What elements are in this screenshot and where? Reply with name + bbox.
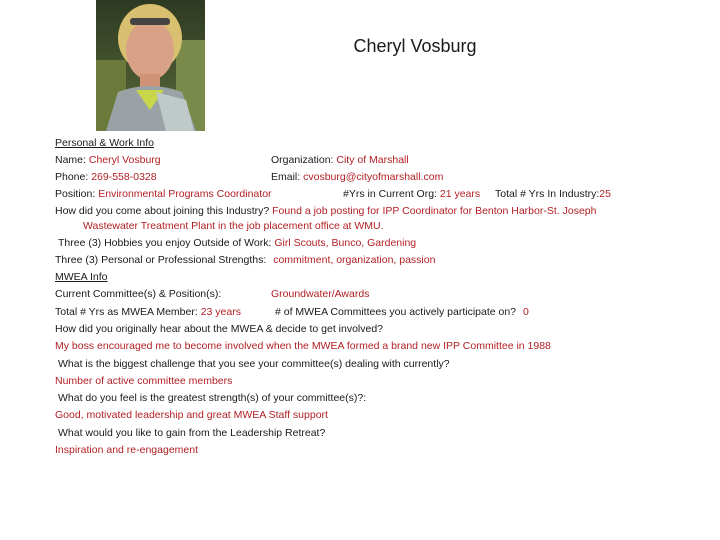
email-label: Email: bbox=[271, 171, 301, 183]
profile-photo bbox=[96, 0, 205, 131]
hobbies-row bbox=[58, 237, 416, 250]
person-name-title: Cheryl Vosburg bbox=[353, 36, 477, 56]
num-committees-value: 0 bbox=[522, 306, 529, 318]
challenge-question: What is the biggest challenge that you see your committee(s) dealing with currently? bbox=[58, 358, 450, 370]
hear-answer: My boss encouraged me to become involved when the MWEA formed a brand new IPP Committee in 1988 bbox=[55, 340, 551, 352]
member-years-label: Total # Yrs as MWEA Member: bbox=[55, 306, 198, 318]
position-value: Environmental Programs Coordinator bbox=[98, 188, 272, 200]
strengths-value: commitment, organization, passion bbox=[273, 254, 436, 266]
hobbies-label: Three (3) Hobbies you enjoy Outside of Work: bbox=[58, 237, 272, 249]
section-heading-mwea: MWEA Info bbox=[55, 271, 108, 283]
years-industry-label: Total # Yrs In Industry: bbox=[495, 188, 600, 200]
gain-question: What would you like to gain from the Leadership Retreat? bbox=[58, 427, 326, 439]
committee-label: Current Committee(s) & Position(s): bbox=[55, 288, 222, 300]
phone-row bbox=[55, 171, 157, 184]
strength-question: What do you feel is the greatest strength(s) of your committee(s)?: bbox=[58, 392, 367, 404]
years-org-label: #Yrs in Current Org: bbox=[343, 188, 437, 200]
strength-answer: Good, motivated leadership and great MWEA Staff support bbox=[55, 409, 328, 421]
num-committees-row bbox=[275, 306, 529, 319]
member-years-row bbox=[55, 306, 241, 319]
joining-question: How did you come about joining this Industry? bbox=[55, 205, 270, 217]
challenge-answer: Number of active committee members bbox=[55, 375, 233, 387]
joining-answer-line1: Found a job posting for IPP Coordinator for Benton Harbor-St. Joseph bbox=[272, 205, 597, 217]
position-label: Position: bbox=[55, 188, 96, 200]
hobbies-value: Girl Scouts, Bunco, Gardening bbox=[274, 237, 417, 249]
committee-value: Groundwater/Awards bbox=[271, 288, 370, 300]
years-org-value: 21 years bbox=[439, 188, 481, 200]
joining-answer-line2: Wastewater Treatment Plant in the job placement office at WMU. bbox=[83, 220, 384, 232]
joining-row bbox=[55, 205, 596, 218]
organization-row bbox=[271, 154, 409, 167]
strengths-row bbox=[55, 254, 435, 267]
organization-label: Organization: bbox=[271, 154, 334, 166]
years-industry-value: 25 bbox=[599, 188, 611, 200]
email-row bbox=[271, 171, 443, 184]
profile-photo-image bbox=[96, 0, 205, 131]
phone-value: 269-558-0328 bbox=[91, 171, 157, 183]
phone-label: Phone: bbox=[55, 171, 89, 183]
hear-question: How did you originally hear about the MWEA & decide to get involved? bbox=[55, 323, 384, 335]
name-value: Cheryl Vosburg bbox=[88, 154, 161, 166]
gain-answer: Inspiration and re-engagement bbox=[55, 444, 199, 456]
email-value: cvosburg@cityofmarshall.com bbox=[303, 171, 444, 183]
member-years-value: 23 years bbox=[200, 306, 241, 318]
name-row bbox=[55, 154, 161, 167]
years-org-row bbox=[343, 188, 480, 201]
section-heading-personal: Personal & Work Info bbox=[55, 137, 155, 149]
num-committees-label: # of MWEA Committees you actively participate on? bbox=[275, 306, 517, 318]
position-row bbox=[55, 188, 272, 201]
organization-value: City of Marshall bbox=[336, 154, 409, 166]
years-industry-row bbox=[495, 188, 611, 201]
name-label: Name: bbox=[55, 154, 86, 166]
strengths-label: Three (3) Personal or Professional Strengths: bbox=[55, 254, 267, 266]
